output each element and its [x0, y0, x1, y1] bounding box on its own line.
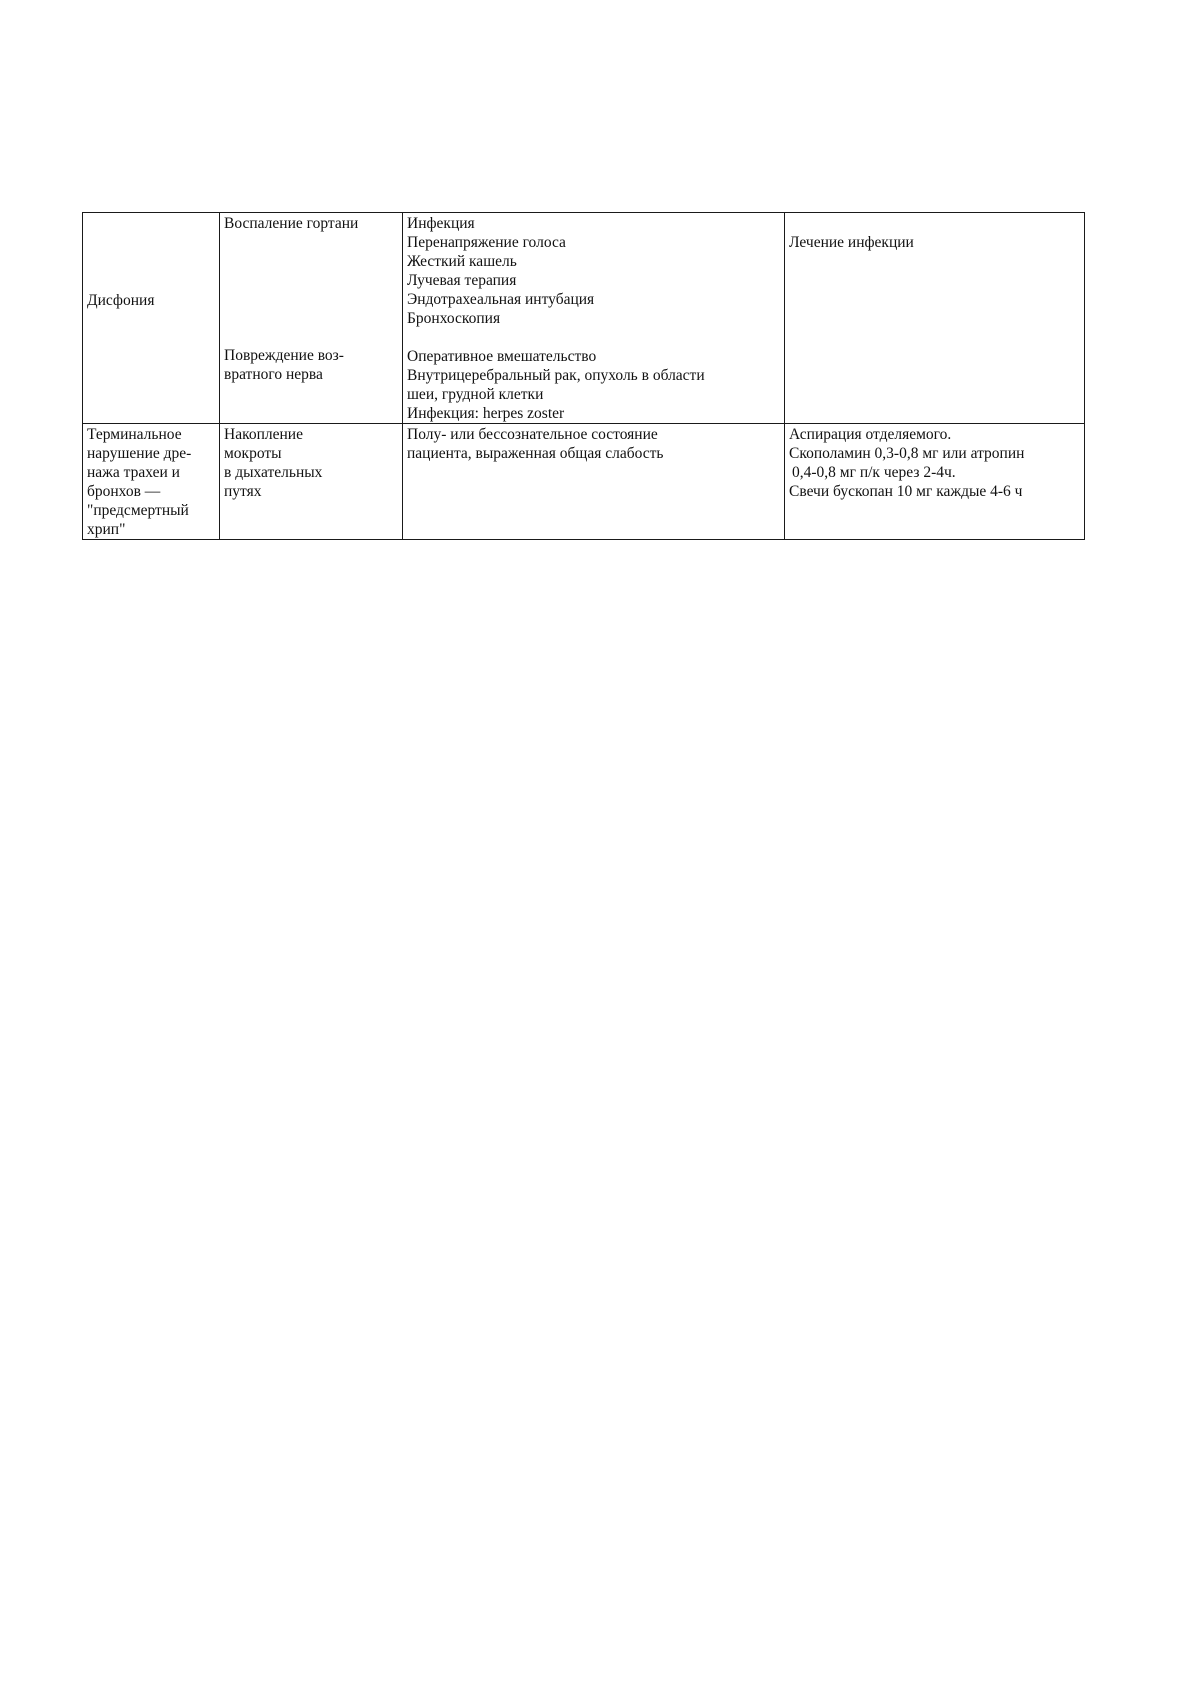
factor-item: Полу- или бессознательное состояние — [407, 426, 658, 443]
symptom-label: бронхов — — [87, 483, 161, 500]
treatment-item: Лечение инфекции — [789, 234, 914, 251]
treatment-cell — [785, 424, 1085, 540]
treatment-item: Скополамин 0,3-0,8 мг или атропин — [789, 445, 1025, 462]
cause-label: в дыхательных — [224, 464, 323, 481]
cause-cell — [220, 424, 403, 540]
symptom-label: Терминальное — [87, 426, 182, 443]
table-row — [83, 213, 1085, 424]
factor-item: Жесткий кашель — [407, 253, 517, 270]
cause-label: Повреждение воз- — [224, 347, 344, 364]
cause-label: вратного нерва — [224, 366, 323, 383]
symptom-label: Дисфония — [87, 292, 155, 309]
factor-cell — [403, 424, 785, 540]
factor-item: Бронхоскопия — [407, 310, 501, 327]
factor-item: шеи, грудной клетки — [407, 386, 544, 403]
factor-cell — [403, 213, 785, 424]
treatment-item: 0,4-0,8 мг п/к через 2-4ч. — [792, 464, 956, 481]
symptom-cell — [83, 213, 220, 424]
symptom-label: нарушение дре- — [87, 445, 192, 462]
factor-item: Инфекция — [407, 215, 475, 232]
cause-label: путях — [224, 483, 262, 500]
factor-item: Эндотрахеальная интубация — [407, 291, 595, 308]
symptom-label: нажа трахеи и — [87, 464, 180, 481]
factor-item: Перенапряжение голоса — [407, 234, 566, 251]
factor-item: Инфекция: herpes zoster — [407, 405, 565, 422]
factor-item: пациента, выраженная общая слабость — [407, 445, 664, 462]
treatment-cell — [785, 213, 1085, 424]
cause-label: Воспаление гортани — [224, 215, 359, 232]
cause-group — [224, 346, 398, 384]
cause-label: мокроты — [224, 445, 282, 462]
symptom-cell — [83, 424, 220, 540]
cause-cell — [220, 213, 403, 424]
cause-label: Накопление — [224, 426, 303, 443]
treatment-item: Аспирация отделяемого. — [789, 426, 952, 443]
factor-item: Лучевая терапия — [407, 272, 517, 289]
table-row — [83, 424, 1085, 540]
factor-group — [407, 347, 780, 423]
symptom-label: "предсмертный — [87, 502, 189, 519]
treatment-item: Свечи бускопан 10 мг каждые 4-6 ч — [789, 483, 1023, 500]
factor-item: Внутрицеребральный рак, опухоль в области — [407, 367, 705, 384]
symptom-treatment-table — [82, 212, 1085, 540]
factor-item: Оперативное вмешательство — [407, 348, 597, 365]
symptom-label: хрип" — [87, 521, 126, 538]
